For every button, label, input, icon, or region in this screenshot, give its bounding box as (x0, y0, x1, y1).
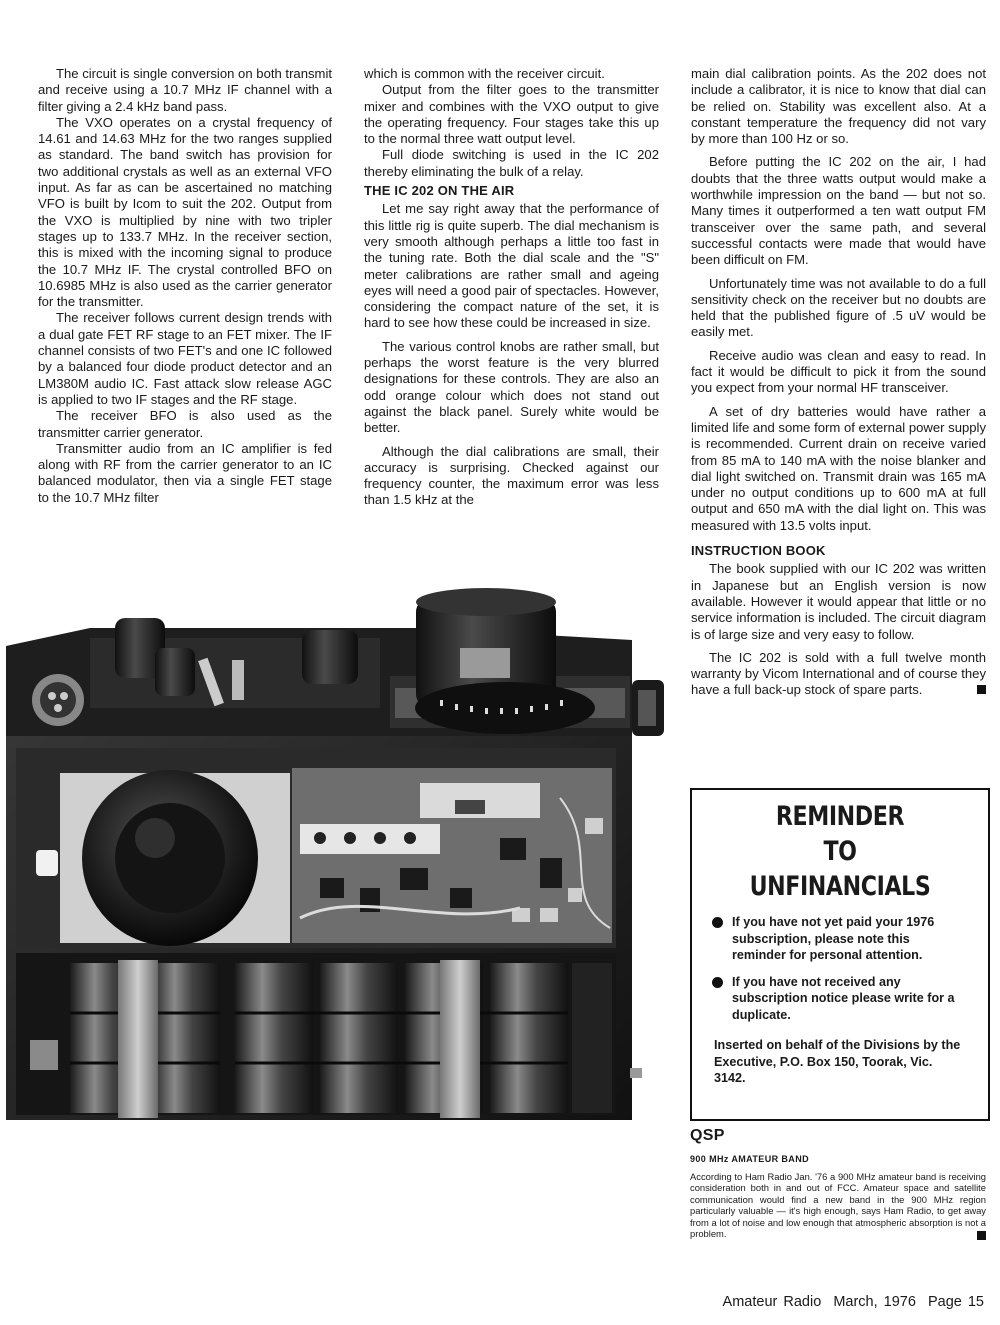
reminder-box (690, 788, 990, 1121)
reminder-item (732, 914, 966, 964)
paragraph: Unfortunately time was not available to do a full sensitivity check on the receiver but no doubts are held that the published figure of .5 uV would be easily met. (691, 275, 986, 340)
reminder-title (692, 799, 988, 904)
reminder-title-line: TO (823, 836, 857, 867)
paragraph: Transmitter audio from an IC amplifier is fed along with RF from the carrier generator to an IC balanced modulator, then via a single FET stage to the 10.7 MHz filter (38, 440, 332, 505)
paragraph: A set of dry batteries would have rather a limited life and some form of external power supply is recommended. Current drain on receive varied from 85 mA to 140 mA with the noise blanker and dial light switched on. Transmit drain was 165 mA under no output conditions up to 600 mA at full output and 650 mA with the dial light on. This was measured with 13.5 volts input. (691, 403, 986, 533)
paragraph: The VXO operates on a crystal frequency of 14.61 and 14.63 MHz for the two ranges supplied as standard. The band switch has provision for two additional crystals as well as an external VFO input. As far as can be ascertained no matching VFO is built by Icom to suit the 202. Output from the VXO is multiplied by nine with two tripler stages up to 133.7 MHz. In the receiver section, this is mixed with the incoming signal to produce the 10.7 MHz IF. The crystal controlled BFO on 10.6985 MHz is also used as the carrier generator for the transmitter. (38, 114, 332, 310)
article-column-3 (691, 66, 986, 699)
end-mark-icon (977, 685, 986, 694)
paragraph: Output from the filter goes to the transmitter mixer and combines with the VXO output to give the operating frequency. Four stages take this up to the normal three watt output level. (364, 82, 659, 147)
paragraph: The receiver BFO is also used as the transmitter carrier generator. (38, 408, 332, 440)
reminder-title-line: REMINDER (775, 801, 905, 832)
bullet-icon (712, 917, 723, 928)
reminder-item-text: If you have not yet paid your 1976 subscription, please note this reminder for personal attention. (732, 915, 935, 962)
article-column-1 (38, 66, 332, 506)
reminder-item (732, 974, 966, 1024)
reminder-item-text: If you have not received any subscription notice please write for a duplicate. (732, 974, 955, 1022)
paragraph: which is common with the receiver circuit. (364, 66, 605, 81)
paragraph: main dial calibration points. As the 202 does not include a calibrator, it is nice to know that dial can be relied on. Stability was excellent also. At a constant temperature the frequency did not vary by more than 100 Hz or so. (691, 66, 986, 147)
qsp-body (690, 1171, 986, 1239)
paragraph: Receive audio was clean and easy to read. In fact it would be difficult to pick it from the sound you expect from your normal HF transceiver. (691, 347, 986, 396)
section-heading-on-the-air: THE IC 202 ON THE AIR (364, 183, 515, 199)
paragraph: Before putting the IC 202 on the air, I had doubts that the three watts output would make a worthwhile impression on the band — but not so. Many times it outperformed a ten watt output FM transceiver over the same path, and several successful contacts were made that would have been difficult on FM. (691, 154, 986, 268)
bullet-icon (712, 977, 723, 988)
end-mark-icon (977, 1231, 986, 1240)
qsp-subheading: 900 MHz AMATEUR BAND (690, 1154, 810, 1164)
paragraph: The book supplied with our IC 202 was written in Japanese but an English version is now available. However it would appear that little or no service information is included. The circuit diagram is of large size and very easy to follow. (691, 561, 986, 642)
qsp-body-text: According to Ham Radio Jan. '76 a 900 MHz amateur band is receiving consideration both in and out of FCC. Amateur space and satellite communication would find a new band in the 900 MHz region particularly valuable — it's high enough, says Ham Radio, to get away from a lot of noise and low enough that atmospheric absorption is not a problem. (690, 1171, 986, 1240)
transceiver-photo (0, 588, 672, 1123)
paragraph: Let me say right away that the performance of this little rig is quite superb. The dial mechanism is very smooth although perhaps a little too fast in the tuning rate. Both the dial scale and the "S" meter calibrations are rather small and ageing eyes will need a good pair of spectacles. However, considering the compact nature of the set, it is hard to see how these could be increased in size. (364, 201, 659, 331)
reminder-title-line: UNFINANCIALS (749, 871, 931, 902)
paragraph-text: The IC 202 is sold with a full twelve month warranty by Vicom International and of course they have a full back-up stock of spare parts. (691, 649, 986, 698)
qsp-section (690, 1127, 986, 1240)
paragraph: The receiver follows current design trends with a dual gate FET RF stage to an FET mixer. The IF channel consists of two FET's and one IC followed by a balanced four diode product detector and an LM380M audio IC. Fast attack slow release AGC is applied to two IF stages and the RF stage. (38, 310, 332, 407)
paragraph: Although the dial calibrations are small, their accuracy is surprising. Checked against our frequency counter, the maximum error was less than 1.5 kHz at the (364, 443, 659, 508)
reminder-footer: Inserted on behalf of the Divisions by the Executive, P.O. Box 150, Toorak, Vic. 3142. (714, 1038, 961, 1085)
qsp-heading: QSP (690, 1127, 725, 1144)
paragraph: Full diode switching is used in the IC 202 thereby eliminating the bulk of a relay. (364, 147, 659, 179)
section-heading-instruction-book: INSTRUCTION BOOK (691, 543, 826, 559)
paragraph: The various control knobs are rather small, but perhaps the worst feature is the very blurred designations for these controls. They are also an odd orange colour which does not stand out against the black panel. Surely white would be better. (364, 338, 659, 436)
paragraph (691, 650, 986, 699)
article-column-2 (364, 66, 659, 509)
page-footer: Amateur Radio March, 1976 Page 15 (722, 1294, 984, 1310)
paragraph: The circuit is single conversion on both transmit and receive using a 10.7 MHz IF channel with a filter giving a 2.4 kHz band pass. (38, 66, 332, 114)
